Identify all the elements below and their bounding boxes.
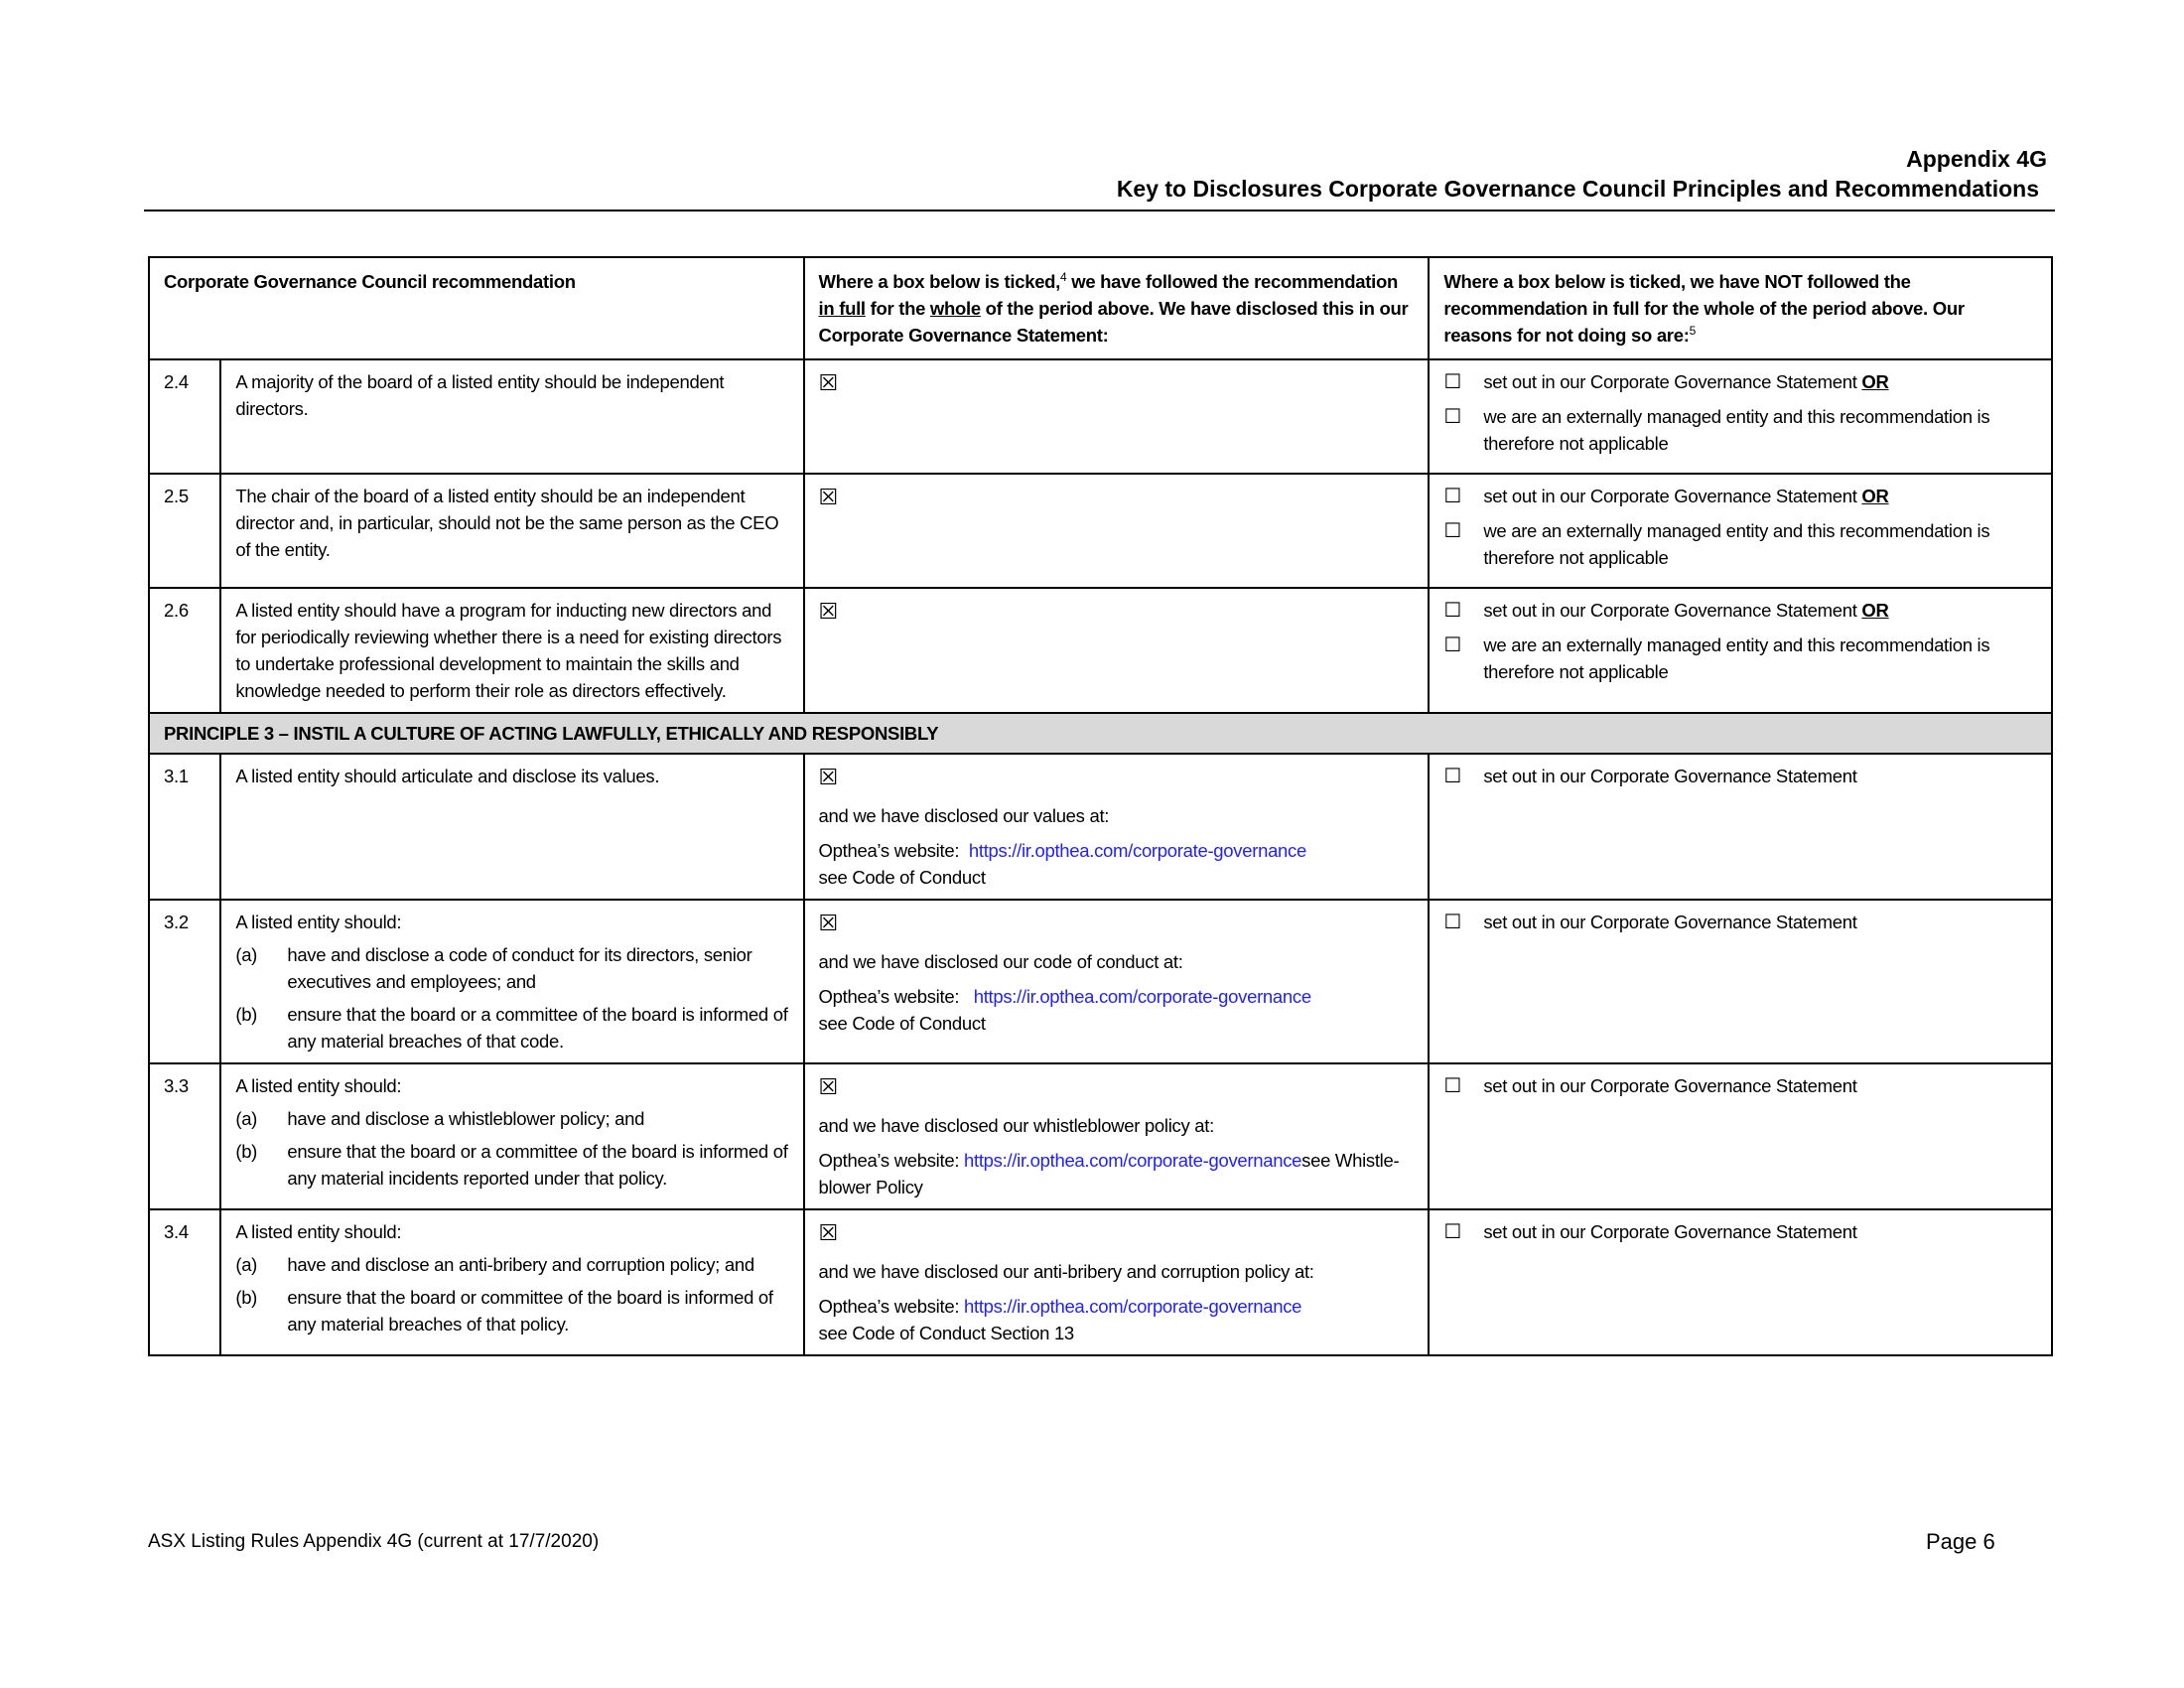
not-followed-cell: ☐ set out in our Corporate Governance Statement [1429, 900, 2052, 1063]
rec-number: 3.1 [149, 754, 220, 900]
not-followed-cell: ☐ set out in our Corporate Governance Statement [1429, 1209, 2052, 1355]
rec-text: A listed entity should: (a) have and disclose a code of conduct for its directors, senior executives and employees; and (b) ensure that the board or a committee of the board is informed of any material breaches of that code. [220, 900, 803, 1063]
checked-box-icon[interactable]: ☒ [818, 1221, 838, 1246]
rec-text: A majority of the board of a listed entity should be independent directors. [220, 359, 803, 474]
see-reference: see Code of Conduct [818, 867, 986, 888]
see-reference: see Whistle-blower Policy [818, 1150, 1400, 1197]
not-followed-cell: ☐ set out in our Corporate Governance Statement OR ☐ we are an externally managed entity and this recommendation is therefore not applicable [1429, 588, 2052, 713]
governance-link[interactable]: https://ir.opthea.com/corporate-governance [973, 986, 1311, 1007]
table-row [149, 359, 2052, 474]
checked-box-icon[interactable]: ☒ [818, 766, 838, 790]
rec-number: 3.3 [149, 1063, 220, 1209]
followed-cell [804, 900, 1430, 1063]
footer-source: ASX Listing Rules Appendix 4G (current at 17/7/2020) [148, 1531, 600, 1552]
appendix-subtitle: Key to Disclosures Corporate Governance Council Principles and Recommendations [1116, 176, 2039, 202]
followed-cell [804, 754, 1430, 900]
followed-cell [804, 1063, 1430, 1209]
checked-box-icon[interactable]: ☒ [818, 486, 838, 510]
unchecked-box-icon[interactable]: ☐ [1443, 518, 1461, 542]
unchecked-box-icon[interactable]: ☐ [1443, 910, 1461, 933]
not-followed-cell: ☐ set out in our Corporate Governance Statement [1429, 754, 2052, 900]
rec-number: 2.5 [149, 474, 220, 588]
checked-box-icon[interactable]: ☒ [818, 1075, 838, 1100]
checked-box-icon[interactable]: ☒ [818, 371, 838, 396]
rec-text: A listed entity should: (a) have and disclose a whistleblower policy; and (b) ensure that the board or a committee of the board is informed of any material incidents reported under that policy. [220, 1063, 803, 1209]
checked-box-icon[interactable]: ☒ [818, 912, 838, 936]
header-recommendation: Corporate Governance Council recommendation [149, 257, 804, 359]
unchecked-box-icon[interactable]: ☐ [1443, 1073, 1461, 1097]
header-not-followed: Where a box below is ticked, we have NOT followed the recommendation in full for the whole of the period above. Our reasons for not doing so are:$^5$ [1429, 257, 2052, 359]
checked-box-icon[interactable]: ☒ [818, 600, 838, 625]
table-row [149, 754, 2052, 900]
rec-text: A listed entity should articulate and disclose its values. [220, 754, 803, 900]
principle-3-heading: PRINCIPLE 3 – INSTIL A CULTURE OF ACTING LAWFULLY, ETHICALLY AND RESPONSIBLY [149, 713, 2052, 754]
page-header [144, 144, 2055, 211]
unchecked-box-icon[interactable]: ☐ [1443, 484, 1461, 507]
followed-cell [804, 474, 1430, 588]
disclosure-text: and we have disclosed our values at: [818, 805, 1110, 826]
unchecked-box-icon[interactable]: ☐ [1443, 633, 1461, 656]
appendix-title: Appendix 4G [1906, 146, 2047, 172]
unchecked-box-icon[interactable]: ☐ [1443, 1219, 1461, 1243]
governance-link[interactable]: https://ir.opthea.com/corporate-governance [968, 840, 1306, 861]
rec-text: A listed entity should: (a) have and disclose an anti-bribery and corruption policy; and (b) ensure that the board or committee of the board is informed of any material breaches of that policy. [220, 1209, 803, 1355]
governance-table [148, 256, 2053, 1356]
unchecked-box-icon[interactable]: ☐ [1443, 764, 1461, 787]
website-label: Opthea’s website: [818, 986, 960, 1007]
table-header-row [149, 257, 2052, 359]
followed-cell [804, 359, 1430, 474]
footnote-ref: 5 [1689, 323, 1696, 338]
see-reference: see Code of Conduct Section 13 [818, 1323, 1074, 1343]
page-number: Page 6 [1926, 1529, 1995, 1554]
table-row [149, 588, 2052, 713]
unchecked-box-icon[interactable]: ☐ [1443, 369, 1461, 393]
rec-number: 2.4 [149, 359, 220, 474]
not-followed-cell: ☐ set out in our Corporate Governance Statement OR ☐ we are an externally managed entity and this recommendation is therefore not applicable [1429, 359, 2052, 474]
governance-link[interactable]: https://ir.opthea.com/corporate-governance [964, 1296, 1302, 1317]
rec-number: 2.6 [149, 588, 220, 713]
rec-text: A listed entity should have a program for inducting new directors and for periodically reviewing whether there is a need for existing directors to undertake professional development to maintain the skills and knowledge needed to perform their role as directors effectively. [220, 588, 803, 713]
governance-link[interactable]: https://ir.opthea.com/corporate-governance [964, 1150, 1302, 1171]
website-label: Opthea’s website: [818, 840, 960, 861]
not-followed-cell: ☐ set out in our Corporate Governance Statement OR ☐ we are an externally managed entity and this recommendation is therefore not applicable [1429, 474, 2052, 588]
followed-cell [804, 1209, 1430, 1355]
website-label: Opthea’s website: [818, 1296, 960, 1317]
table-row [149, 1063, 2052, 1209]
unchecked-box-icon[interactable]: ☐ [1443, 404, 1461, 428]
header-followed: Where a box below is ticked,$^4$ we have followed the recommendation in full for the whole of the period above. We have disclosed this in our Corporate Governance Statement: [804, 257, 1430, 359]
unchecked-box-icon[interactable]: ☐ [1443, 598, 1461, 622]
table-row [149, 474, 2052, 588]
principle-row [149, 713, 2052, 754]
rec-number: 3.2 [149, 900, 220, 1063]
rec-text: The chair of the board of a listed entity should be an independent director and, in particular, should not be the same person as the CEO of the entity. [220, 474, 803, 588]
disclosure-text: and we have disclosed our code of conduct at: [818, 951, 1183, 972]
see-reference: see Code of Conduct [818, 1013, 986, 1034]
not-followed-cell: ☐ set out in our Corporate Governance Statement [1429, 1063, 2052, 1209]
table-row [149, 900, 2052, 1063]
disclosure-text: and we have disclosed our whistleblower policy at: [818, 1115, 1214, 1136]
website-label: Opthea’s website: [818, 1150, 960, 1171]
disclosure-text: and we have disclosed our anti-bribery and corruption policy at: [818, 1261, 1314, 1282]
followed-cell [804, 588, 1430, 713]
rec-number: 3.4 [149, 1209, 220, 1355]
footnote-ref: 4 [1060, 269, 1067, 284]
table-row [149, 1209, 2052, 1355]
